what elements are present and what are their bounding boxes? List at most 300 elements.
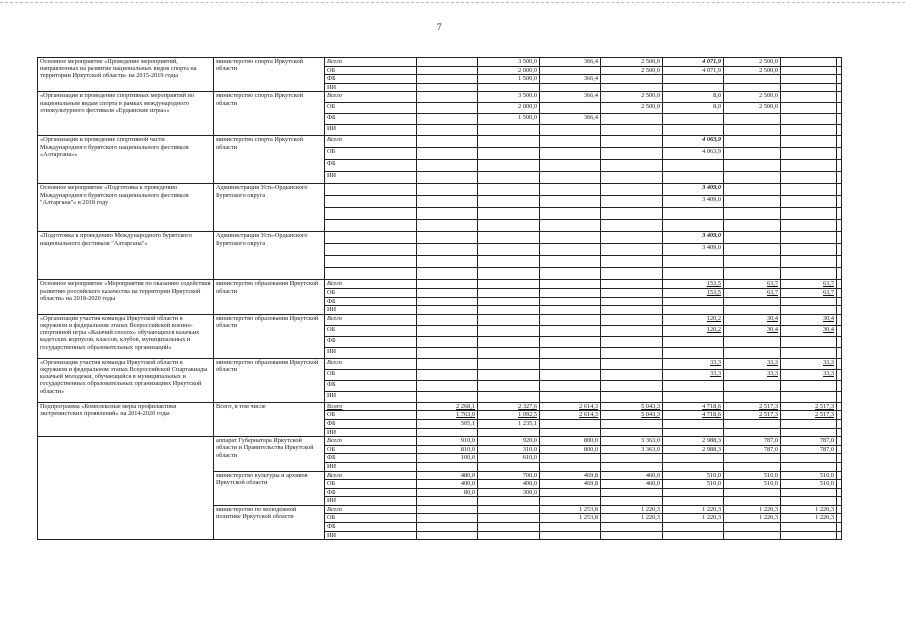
- amount-cell: [837, 220, 842, 232]
- funding-source-cell: ОБ: [325, 445, 417, 454]
- amount-cell: [601, 419, 663, 428]
- amount-cell: 1 220,3: [663, 514, 724, 523]
- funding-source-cell: Всего: [325, 280, 417, 289]
- amount-cell: [417, 314, 478, 325]
- amount-cell: [781, 196, 837, 208]
- amount-cell: [781, 391, 837, 402]
- amount-cell: 810,0: [417, 445, 478, 454]
- funding-source-cell: Всего: [325, 437, 417, 446]
- funding-source-cell: ОБ: [325, 148, 417, 160]
- amount-cell: [478, 523, 540, 532]
- amount-cell: 33,3: [663, 358, 724, 369]
- amount-cell: 787,0: [724, 445, 781, 454]
- amount-cell: [781, 232, 837, 244]
- amount-cell: [540, 256, 601, 268]
- amount-cell: 2 614,3: [540, 411, 601, 420]
- amount-cell: [478, 136, 540, 148]
- funding-source-cell: [325, 268, 417, 280]
- amount-cell: 153,5: [663, 280, 724, 289]
- amount-cell: 366,4: [540, 92, 601, 103]
- amount-cell: [478, 288, 540, 297]
- amount-cell: 2 327,6: [478, 402, 540, 411]
- funding-source-cell: ОБ: [325, 103, 417, 114]
- amount-cell: [837, 306, 842, 315]
- amount-cell: [601, 125, 663, 136]
- amount-cell: 33,3: [781, 369, 837, 380]
- amount-cell: 1 220,3: [724, 514, 781, 523]
- amount-cell: 120,2: [663, 314, 724, 325]
- amount-cell: [663, 256, 724, 268]
- amount-cell: [837, 402, 842, 411]
- amount-cell: [540, 184, 601, 196]
- amount-cell: [663, 268, 724, 280]
- amount-cell: [837, 92, 842, 103]
- amount-cell: 469,8: [540, 480, 601, 489]
- amount-cell: [781, 220, 837, 232]
- amount-cell: 2 268,1: [417, 402, 478, 411]
- amount-cell: [663, 75, 724, 84]
- amount-cell: [663, 306, 724, 315]
- amount-cell: [837, 445, 842, 454]
- amount-cell: [601, 531, 663, 540]
- amount-cell: [601, 306, 663, 315]
- amount-cell: [781, 531, 837, 540]
- amount-cell: [478, 306, 540, 315]
- funding-source-cell: [325, 232, 417, 244]
- executor-cell: министерство образования Иркутской области: [214, 358, 325, 402]
- funding-source-cell: ОБ: [325, 325, 417, 336]
- amount-cell: [417, 220, 478, 232]
- activity-name-cell: «Организация участия команды Иркутской области в окружном и федеральном этапах Всероссийской военно-спортивной игры «Казачий сполох» обучающихся казачьих кадетских корпусов, классов, клубов, муниципальных и государственных образовательных организаций»: [38, 314, 214, 358]
- funding-source-cell: ИИ: [325, 462, 417, 471]
- amount-cell: [417, 531, 478, 540]
- amount-cell: [417, 83, 478, 92]
- amount-cell: [663, 114, 724, 125]
- amount-cell: 300,0: [478, 488, 540, 497]
- amount-cell: [417, 66, 478, 75]
- amount-cell: [540, 244, 601, 256]
- amount-cell: [837, 136, 842, 148]
- amount-cell: [663, 428, 724, 437]
- amount-cell: 800,0: [540, 445, 601, 454]
- amount-cell: [837, 297, 842, 306]
- amount-cell: [540, 454, 601, 463]
- amount-cell: [837, 114, 842, 125]
- amount-cell: [601, 220, 663, 232]
- amount-cell: [724, 391, 781, 402]
- amount-cell: [601, 268, 663, 280]
- amount-cell: 310,0: [478, 445, 540, 454]
- amount-cell: [478, 428, 540, 437]
- amount-cell: [601, 369, 663, 380]
- amount-cell: 4 071,9: [663, 58, 724, 67]
- amount-cell: 1 253,8: [540, 505, 601, 514]
- amount-cell: [781, 83, 837, 92]
- amount-cell: [417, 505, 478, 514]
- amount-cell: [663, 391, 724, 402]
- amount-cell: 920,0: [478, 437, 540, 446]
- amount-cell: [417, 297, 478, 306]
- amount-cell: 63,7: [724, 288, 781, 297]
- amount-cell: 787,0: [724, 437, 781, 446]
- amount-cell: [601, 380, 663, 391]
- financing-table-body: [38, 58, 842, 540]
- funding-source-cell: Всего: [325, 358, 417, 369]
- amount-cell: [781, 380, 837, 391]
- amount-cell: [837, 462, 842, 471]
- funding-source-cell: ИИ: [325, 391, 417, 402]
- amount-cell: 787,0: [781, 445, 837, 454]
- amount-cell: [781, 419, 837, 428]
- funding-source-cell: Всего: [325, 136, 417, 148]
- amount-cell: 1 220,3: [601, 505, 663, 514]
- amount-cell: [837, 256, 842, 268]
- table-row: [38, 358, 842, 369]
- amount-cell: 1 220,3: [724, 505, 781, 514]
- amount-cell: [540, 83, 601, 92]
- activity-name-cell: «Организация участия команды Иркутской области в окружном и федеральном этапах Всероссийской Спартакиады казачьей молодежи, обучающейся в муниципальных и государственных образовательных организациях Иркутской области»: [38, 358, 214, 402]
- amount-cell: [478, 196, 540, 208]
- amount-cell: [837, 428, 842, 437]
- amount-cell: 4 063,9: [663, 148, 724, 160]
- amount-cell: [417, 114, 478, 125]
- amount-cell: 2 500,0: [724, 58, 781, 67]
- amount-cell: [781, 306, 837, 315]
- amount-cell: 4 718,6: [663, 402, 724, 411]
- amount-cell: [601, 336, 663, 347]
- amount-cell: 33,3: [724, 369, 781, 380]
- executor-cell: министерство образования Иркутской области: [214, 280, 325, 314]
- amount-cell: 1 500,0: [478, 75, 540, 84]
- funding-source-cell: ФБ: [325, 160, 417, 172]
- activity-name-cell: «Подготовка к проведению Международного бурятского национального фестиваля "Алтаргана"»: [38, 232, 214, 280]
- amount-cell: [781, 184, 837, 196]
- amount-cell: 366,4: [540, 114, 601, 125]
- amount-cell: [837, 184, 842, 196]
- amount-cell: [478, 314, 540, 325]
- amount-cell: 33,3: [663, 369, 724, 380]
- amount-cell: [663, 380, 724, 391]
- amount-cell: 510,0: [663, 471, 724, 480]
- amount-cell: [417, 75, 478, 84]
- amount-cell: [663, 347, 724, 358]
- amount-cell: [478, 505, 540, 514]
- activity-name-cell: министерство культуры и архивов Иркутской области: [214, 471, 325, 505]
- amount-cell: 910,0: [417, 437, 478, 446]
- funding-source-cell: ОБ: [325, 411, 417, 420]
- amount-cell: 2 500,0: [724, 66, 781, 75]
- amount-cell: [837, 314, 842, 325]
- amount-cell: [540, 220, 601, 232]
- amount-cell: [417, 523, 478, 532]
- amount-cell: [837, 196, 842, 208]
- scan-artifact-line: [0, 2, 905, 3]
- amount-cell: [478, 232, 540, 244]
- funding-source-cell: ФБ: [325, 488, 417, 497]
- amount-cell: [837, 336, 842, 347]
- amount-cell: 30,4: [724, 314, 781, 325]
- amount-cell: [417, 462, 478, 471]
- funding-source-cell: [325, 196, 417, 208]
- funding-source-cell: ОБ: [325, 514, 417, 523]
- amount-cell: [837, 514, 842, 523]
- amount-cell: [837, 325, 842, 336]
- amount-cell: [540, 419, 601, 428]
- amount-cell: [478, 531, 540, 540]
- amount-cell: [417, 103, 478, 114]
- amount-cell: [601, 523, 663, 532]
- amount-cell: [540, 391, 601, 402]
- amount-cell: 120,2: [663, 325, 724, 336]
- amount-cell: 3 500,0: [478, 92, 540, 103]
- amount-cell: [540, 297, 601, 306]
- amount-cell: [837, 172, 842, 184]
- amount-cell: [601, 391, 663, 402]
- table-row: [38, 232, 842, 244]
- amount-cell: 2 000,0: [478, 103, 540, 114]
- amount-cell: [540, 369, 601, 380]
- amount-cell: 2 500,0: [724, 92, 781, 103]
- amount-cell: 610,0: [478, 454, 540, 463]
- amount-cell: [663, 336, 724, 347]
- funding-source-cell: Всего: [325, 314, 417, 325]
- amount-cell: [540, 66, 601, 75]
- amount-cell: [724, 336, 781, 347]
- activity-name-cell: Основное мероприятие «Мероприятия по оказанию содействия развитию российского казачества на территории Иркутской области» на 2018-2020 годы: [38, 280, 214, 314]
- amount-cell: 460,0: [601, 480, 663, 489]
- amount-cell: [478, 325, 540, 336]
- amount-cell: [417, 325, 478, 336]
- activity-name-cell: Основное мероприятие «Подготовка к проведению Международного бурятского национального фестиваля "Алтаргана"» в 2018 году: [38, 184, 214, 232]
- amount-cell: [478, 336, 540, 347]
- amount-cell: 5 043,3: [601, 402, 663, 411]
- amount-cell: [601, 325, 663, 336]
- executor-cell: министерство спорта Иркутской области: [214, 92, 325, 136]
- funding-source-cell: ФБ: [325, 75, 417, 84]
- amount-cell: [837, 268, 842, 280]
- amount-cell: [781, 488, 837, 497]
- amount-cell: [417, 172, 478, 184]
- amount-cell: [724, 268, 781, 280]
- amount-cell: [540, 196, 601, 208]
- amount-cell: 2 500,0: [601, 103, 663, 114]
- amount-cell: [781, 148, 837, 160]
- amount-cell: [540, 428, 601, 437]
- amount-cell: 5 043,3: [601, 411, 663, 420]
- amount-cell: [663, 462, 724, 471]
- amount-cell: [478, 380, 540, 391]
- amount-cell: [417, 208, 478, 220]
- amount-cell: 80,0: [417, 488, 478, 497]
- amount-cell: [724, 488, 781, 497]
- amount-cell: 2 500,0: [601, 58, 663, 67]
- amount-cell: [837, 66, 842, 75]
- amount-cell: [478, 347, 540, 358]
- funding-source-cell: ИИ: [325, 531, 417, 540]
- amount-cell: 2 517,3: [724, 402, 781, 411]
- table-row: [38, 437, 842, 446]
- amount-cell: [837, 369, 842, 380]
- amount-cell: [417, 280, 478, 289]
- amount-cell: [540, 148, 601, 160]
- table-row: [38, 92, 842, 103]
- amount-cell: 787,0: [781, 437, 837, 446]
- amount-cell: [724, 148, 781, 160]
- amount-cell: [837, 244, 842, 256]
- amount-cell: [724, 172, 781, 184]
- amount-cell: [478, 297, 540, 306]
- amount-cell: [663, 83, 724, 92]
- activity-name-cell: Подпрограмма «Комплексные меры профилактики экстремистских проявлений» на 2014-2020 годы: [38, 402, 214, 436]
- amount-cell: 4 071,9: [663, 66, 724, 75]
- amount-cell: [601, 280, 663, 289]
- amount-cell: 8,0: [663, 103, 724, 114]
- amount-cell: 480,0: [417, 471, 478, 480]
- amount-cell: [837, 471, 842, 480]
- amount-cell: [417, 347, 478, 358]
- funding-source-cell: ФБ: [325, 297, 417, 306]
- amount-cell: [540, 325, 601, 336]
- funding-source-cell: ОБ: [325, 480, 417, 489]
- amount-cell: [540, 462, 601, 471]
- amount-cell: [781, 125, 837, 136]
- amount-cell: [837, 347, 842, 358]
- amount-cell: [540, 208, 601, 220]
- funding-source-cell: ФБ: [325, 523, 417, 532]
- funding-source-cell: ИИ: [325, 125, 417, 136]
- amount-cell: [417, 160, 478, 172]
- amount-cell: [663, 208, 724, 220]
- amount-cell: [601, 172, 663, 184]
- funding-source-cell: Всего: [325, 92, 417, 103]
- funding-source-cell: [325, 244, 417, 256]
- amount-cell: [478, 244, 540, 256]
- amount-cell: [540, 288, 601, 297]
- amount-cell: [724, 306, 781, 315]
- amount-cell: [601, 297, 663, 306]
- amount-cell: [781, 268, 837, 280]
- amount-cell: [724, 297, 781, 306]
- amount-cell: [837, 411, 842, 420]
- amount-cell: [417, 136, 478, 148]
- amount-cell: [601, 83, 663, 92]
- amount-cell: [478, 268, 540, 280]
- amount-cell: [540, 280, 601, 289]
- amount-cell: [837, 497, 842, 506]
- amount-cell: 2 000,0: [478, 66, 540, 75]
- amount-cell: [837, 531, 842, 540]
- amount-cell: 460,0: [601, 471, 663, 480]
- activity-name-cell: Основное мероприятие «Проведение мероприятий, направленных на развитие национальных видов спорта на территории Иркутской области» на 2015-2019 годы: [38, 58, 214, 92]
- amount-cell: 3 409,0: [663, 196, 724, 208]
- amount-cell: [601, 454, 663, 463]
- amount-cell: [724, 454, 781, 463]
- amount-cell: [601, 232, 663, 244]
- amount-cell: [417, 380, 478, 391]
- amount-cell: [601, 148, 663, 160]
- amount-cell: [724, 232, 781, 244]
- amount-cell: [837, 75, 842, 84]
- amount-cell: [663, 454, 724, 463]
- amount-cell: [724, 347, 781, 358]
- amount-cell: [724, 196, 781, 208]
- executor-cell: министерство спорта Иркутской области: [214, 58, 325, 92]
- amount-cell: [540, 268, 601, 280]
- amount-cell: 63,7: [724, 280, 781, 289]
- amount-cell: 3 500,0: [478, 58, 540, 67]
- amount-cell: 3 409,0: [663, 244, 724, 256]
- amount-cell: [601, 288, 663, 297]
- amount-cell: 400,0: [417, 480, 478, 489]
- amount-cell: 33,3: [724, 358, 781, 369]
- amount-cell: [601, 256, 663, 268]
- funding-source-cell: ФБ: [325, 114, 417, 125]
- amount-cell: [417, 125, 478, 136]
- amount-cell: 366,4: [540, 75, 601, 84]
- page-number: 7: [437, 22, 442, 32]
- amount-cell: 3 409,0: [663, 232, 724, 244]
- amount-cell: [724, 136, 781, 148]
- amount-cell: [724, 208, 781, 220]
- amount-cell: 366,4: [540, 58, 601, 67]
- amount-cell: [724, 75, 781, 84]
- amount-cell: [837, 58, 842, 67]
- funding-source-cell: ОБ: [325, 369, 417, 380]
- funding-source-cell: ИИ: [325, 172, 417, 184]
- amount-cell: 1 253,8: [540, 514, 601, 523]
- table-row: [38, 136, 842, 148]
- amount-cell: [478, 184, 540, 196]
- amount-cell: [837, 454, 842, 463]
- amount-cell: 510,0: [781, 471, 837, 480]
- amount-cell: [724, 419, 781, 428]
- amount-cell: [601, 160, 663, 172]
- amount-cell: [540, 497, 601, 506]
- amount-cell: [478, 220, 540, 232]
- amount-cell: [781, 58, 837, 67]
- amount-cell: [663, 497, 724, 506]
- amount-cell: [781, 297, 837, 306]
- amount-cell: [417, 232, 478, 244]
- amount-cell: [663, 125, 724, 136]
- amount-cell: [540, 306, 601, 315]
- amount-cell: 1 235,1: [478, 419, 540, 428]
- amount-cell: [540, 336, 601, 347]
- amount-cell: 469,8: [540, 471, 601, 480]
- amount-cell: [724, 125, 781, 136]
- amount-cell: [540, 380, 601, 391]
- table-row: [38, 402, 842, 411]
- funding-source-cell: Всего: [325, 402, 417, 411]
- amount-cell: [601, 136, 663, 148]
- amount-cell: [601, 428, 663, 437]
- amount-cell: [781, 114, 837, 125]
- funding-source-cell: ФБ: [325, 336, 417, 347]
- amount-cell: 800,0: [540, 437, 601, 446]
- amount-cell: [837, 380, 842, 391]
- funding-source-cell: ФБ: [325, 454, 417, 463]
- amount-cell: [781, 136, 837, 148]
- amount-cell: [724, 83, 781, 92]
- amount-cell: [781, 454, 837, 463]
- amount-cell: [781, 208, 837, 220]
- amount-cell: [540, 531, 601, 540]
- funding-source-cell: Всего: [325, 471, 417, 480]
- amount-cell: [663, 531, 724, 540]
- amount-cell: 1 092,5: [478, 411, 540, 420]
- amount-cell: [724, 244, 781, 256]
- amount-cell: [601, 347, 663, 358]
